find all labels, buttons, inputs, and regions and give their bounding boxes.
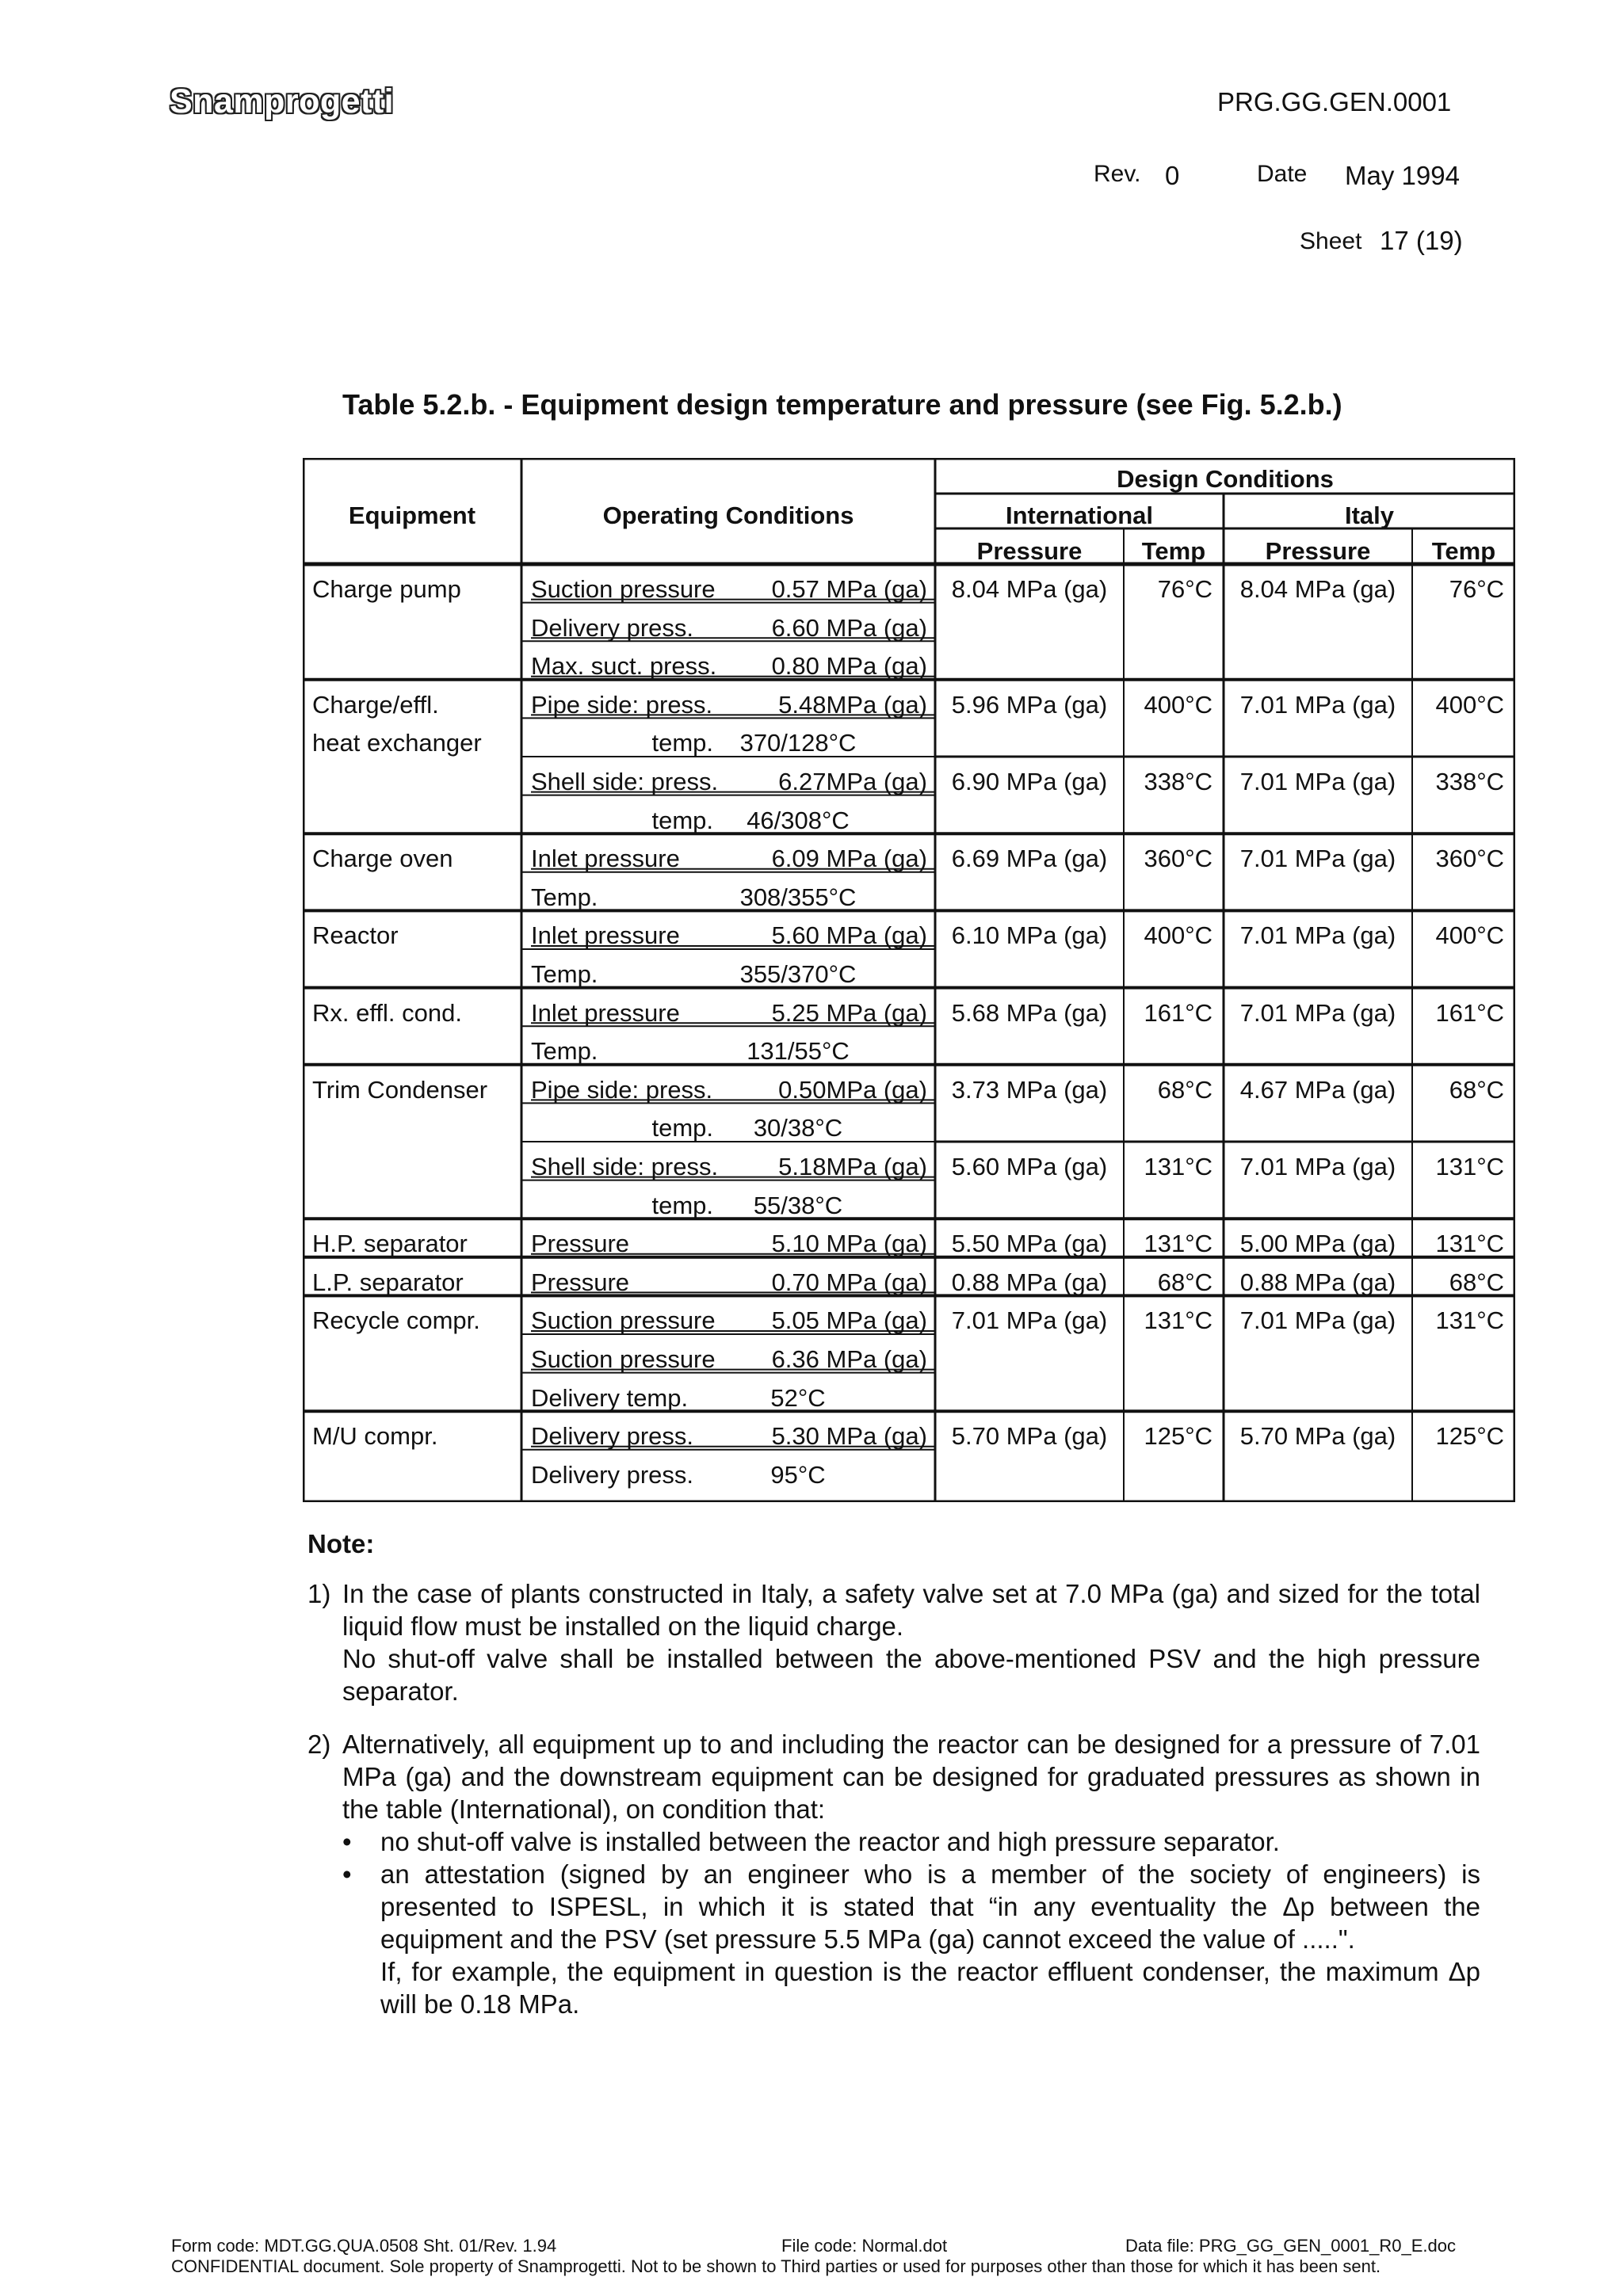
bullet-icon: • (342, 1827, 352, 1856)
intl-pressure: 3.73 MPa (ga) (951, 1075, 1108, 1104)
intl-temp: 125°C (1144, 1422, 1212, 1451)
table-title: Table 5.2.b. - Equipment design temperature and pressure (see Fig. 5.2.b.) (342, 388, 1342, 421)
italy-pressure: 7.01 MPa (ga) (1239, 1306, 1396, 1335)
italy-pressure: 5.00 MPa (ga) (1239, 1230, 1396, 1258)
italy-temp: 76°C (1449, 575, 1504, 603)
operating-label: Delivery temp. (531, 1383, 689, 1412)
document-code: PRG.GG.GEN.0001 (1217, 87, 1452, 116)
note-2-intro: Alternatively, all equipment up to and including the reactor can be designed for a pressure of 7.01 MPa (ga) and the downstream equipment can be designed for graduated pressures as shown in the table (International), on condition that: (342, 1730, 1480, 1824)
operating-value: 95°C (770, 1460, 826, 1489)
operating-value: 5.30 MPa (ga) (771, 1422, 927, 1451)
operating-value: 0.57 MPa (ga) (771, 575, 927, 603)
italy-temp: 360°C (1435, 845, 1504, 873)
bullet-icon: • (342, 1859, 352, 1889)
italy-temp: 131°C (1435, 1306, 1504, 1335)
footer-form-code: Form code: MDT.GG.QUA.0508 Sht. 01/Rev. 1.94 (171, 2236, 557, 2256)
intl-temp: 131°C (1144, 1230, 1212, 1258)
header-italy: Italy (1344, 502, 1395, 529)
operating-value: 370/128°C (739, 729, 857, 757)
rev-value: 0 (1165, 161, 1180, 190)
operating-value: 5.05 MPa (ga) (771, 1306, 927, 1335)
operating-label: Suction pressure (531, 1345, 716, 1373)
operating-value: 5.48MPa (ga) (778, 690, 927, 719)
operating-label: Inlet pressure (531, 998, 680, 1027)
note-2 (307, 1728, 1480, 2020)
note-1-text-2: No shut-off valve shall be installed between the above-mentioned PSV and the high pressure separator. (342, 1644, 1480, 1706)
footer-file-code: File code: Normal.dot (781, 2236, 948, 2256)
note-1 (307, 1577, 1480, 1707)
intl-temp: 360°C (1144, 845, 1212, 873)
operating-label: Suction pressure (531, 575, 716, 603)
italy-pressure: 7.01 MPa (ga) (1239, 690, 1396, 719)
operating-label: temp. (651, 806, 713, 834)
italy-pressure: 7.01 MPa (ga) (1239, 1153, 1396, 1180)
footer-data-file: Data file: PRG_GG_GEN_0001_R0_E.doc (1125, 2236, 1457, 2256)
equipment-design-table (303, 458, 1515, 1502)
sheet-label: Sheet (1300, 228, 1362, 254)
italy-pressure: 7.01 MPa (ga) (1239, 845, 1396, 873)
operating-value: 5.18MPa (ga) (778, 1153, 927, 1180)
operating-label: Delivery press. (531, 613, 693, 642)
intl-pressure: 5.96 MPa (ga) (951, 690, 1108, 719)
italy-temp: 131°C (1435, 1153, 1504, 1180)
operating-value: 0.80 MPa (ga) (771, 652, 927, 681)
italy-temp: 125°C (1435, 1422, 1504, 1451)
operating-label: Shell side: press. (531, 768, 719, 795)
intl-temp: 131°C (1144, 1153, 1212, 1180)
operating-label: Pipe side: press. (531, 690, 713, 719)
equipment-name: heat exchanger (312, 729, 482, 757)
operating-label: temp. (651, 1191, 713, 1219)
operating-label: Temp. (531, 883, 598, 911)
intl-pressure: 5.70 MPa (ga) (951, 1422, 1108, 1451)
intl-pressure: 7.01 MPa (ga) (951, 1306, 1108, 1335)
italy-pressure: 7.01 MPa (ga) (1239, 768, 1396, 795)
operating-value: 131/55°C (747, 1037, 850, 1066)
note-2-number: 2) (307, 1730, 331, 1759)
header-italy-temp: Temp (1431, 537, 1496, 565)
operating-value: 0.70 MPa (ga) (771, 1268, 927, 1296)
operating-label: Max. suct. press. (531, 652, 717, 681)
sheet-value: 17 (19) (1380, 226, 1463, 255)
operating-value: 46/308°C (747, 806, 850, 834)
operating-value: 6.36 MPa (ga) (771, 1345, 927, 1373)
note-2-bullet-2-text: an attestation (signed by an engineer who is a member of the society of engineers) is presented to ISPESL, in which it is stated that “in any eventuality the Δp between the equipment and the PSV (set pressure 5.5 MPa (ga) cannot exceed the value of .....". (380, 1859, 1480, 1954)
notes-title: Note: (307, 1529, 375, 1558)
operating-value: 52°C (770, 1383, 826, 1412)
intl-pressure: 5.68 MPa (ga) (951, 998, 1108, 1027)
operating-value: 6.60 MPa (ga) (771, 613, 927, 642)
intl-temp: 400°C (1144, 690, 1212, 719)
operating-label: Inlet pressure (531, 921, 680, 950)
date-value: May 1994 (1345, 161, 1460, 190)
intl-temp: 400°C (1144, 921, 1212, 950)
intl-temp: 76°C (1157, 575, 1212, 603)
equipment-name: Trim Condenser (312, 1075, 488, 1104)
intl-temp: 131°C (1144, 1306, 1212, 1335)
intl-pressure: 6.90 MPa (ga) (951, 768, 1108, 795)
header-design-conditions: Design Conditions (1117, 465, 1334, 493)
italy-pressure: 7.01 MPa (ga) (1239, 921, 1396, 950)
intl-temp: 68°C (1157, 1268, 1212, 1296)
operating-label: temp. (651, 1114, 713, 1142)
italy-temp: 131°C (1435, 1230, 1504, 1258)
italy-pressure: 0.88 MPa (ga) (1239, 1268, 1396, 1296)
note-1-text: In the case of plants constructed in Italy, a safety valve set at 7.0 MPa (ga) and sized for the total liquid flow must be installed on the liquid charge. (342, 1579, 1480, 1641)
equipment-name: Charge oven (312, 845, 453, 873)
note-1-number: 1) (307, 1579, 331, 1608)
italy-pressure: 7.01 MPa (ga) (1239, 998, 1396, 1027)
intl-temp: 68°C (1157, 1075, 1212, 1104)
italy-pressure: 8.04 MPa (ga) (1239, 575, 1396, 603)
note-2-bullet-1 (342, 1825, 1480, 1858)
header-intl-pressure: Pressure (976, 537, 1083, 565)
operating-value: 55/38°C (753, 1191, 843, 1219)
operating-value: 6.09 MPa (ga) (771, 845, 927, 873)
intl-temp: 338°C (1144, 768, 1212, 795)
italy-temp: 68°C (1449, 1075, 1504, 1104)
operating-label: Temp. (531, 1037, 598, 1066)
operating-label: Inlet pressure (531, 845, 680, 873)
header-international: International (1005, 502, 1153, 529)
notes-section (307, 1527, 1480, 2020)
operating-value: 5.10 MPa (ga) (771, 1230, 927, 1258)
header-operating-conditions: Operating Conditions (602, 502, 854, 529)
header-equipment: Equipment (348, 502, 476, 529)
rev-label: Rev. (1094, 161, 1141, 187)
intl-pressure: 0.88 MPa (ga) (951, 1268, 1108, 1296)
note-2-bullet-2 (342, 1858, 1480, 1955)
company-logo: Snamprogetti (170, 82, 395, 120)
equipment-name: M/U compr. (312, 1422, 438, 1451)
intl-pressure: 8.04 MPa (ga) (951, 575, 1108, 603)
operating-label: Shell side: press. (531, 1153, 719, 1180)
footer-confidential: CONFIDENTIAL document. Sole property of Snamprogetti. Not to be shown to Third parties or used for purposes other than those for which it has been sent. (171, 2256, 1381, 2276)
operating-value: 30/38°C (753, 1114, 843, 1142)
italy-pressure: 5.70 MPa (ga) (1239, 1422, 1396, 1451)
header-intl-temp: Temp (1141, 537, 1206, 565)
operating-value: 355/370°C (739, 960, 857, 988)
italy-temp: 68°C (1449, 1268, 1504, 1296)
italy-temp: 400°C (1435, 921, 1504, 950)
equipment-name: Recycle compr. (312, 1306, 480, 1335)
operating-label: Delivery press. (531, 1460, 693, 1489)
operating-value: 5.60 MPa (ga) (771, 921, 927, 950)
operating-value: 0.50MPa (ga) (778, 1075, 927, 1104)
intl-pressure: 5.60 MPa (ga) (951, 1153, 1108, 1180)
header-italy-pressure: Pressure (1265, 537, 1371, 565)
equipment-name: Rx. effl. cond. (312, 998, 462, 1027)
equipment-name: Charge pump (312, 575, 461, 603)
operating-label: Pressure (531, 1230, 630, 1258)
operating-label: temp. (651, 729, 713, 757)
italy-temp: 400°C (1435, 690, 1504, 719)
equipment-name: H.P. separator (312, 1230, 468, 1258)
operating-value: 6.27MPa (ga) (778, 768, 927, 795)
intl-pressure: 6.10 MPa (ga) (951, 921, 1108, 950)
italy-temp: 338°C (1435, 768, 1504, 795)
operating-label: Temp. (531, 960, 598, 988)
operating-label: Pipe side: press. (531, 1075, 713, 1104)
intl-pressure: 5.50 MPa (ga) (951, 1230, 1108, 1258)
operating-label: Pressure (531, 1268, 630, 1296)
date-label: Date (1257, 161, 1308, 187)
operating-value: 308/355°C (739, 883, 857, 911)
intl-pressure: 6.69 MPa (ga) (951, 845, 1108, 873)
equipment-name: Charge/effl. (312, 690, 439, 719)
note-2-bullet-1-text: no shut-off valve is installed between the reactor and high pressure separator. (380, 1827, 1280, 1856)
operating-label: Delivery press. (531, 1422, 693, 1451)
operating-label: Suction pressure (531, 1306, 716, 1335)
italy-pressure: 4.67 MPa (ga) (1239, 1075, 1396, 1104)
note-2-example: If, for example, the equipment in question is the reactor effluent condenser, the maximum Δp will be 0.18 MPa. (380, 1957, 1480, 2019)
italy-temp: 161°C (1435, 998, 1504, 1027)
operating-value: 5.25 MPa (ga) (771, 998, 927, 1027)
equipment-name: Reactor (312, 921, 399, 950)
intl-temp: 161°C (1144, 998, 1212, 1027)
equipment-name: L.P. separator (312, 1268, 464, 1296)
